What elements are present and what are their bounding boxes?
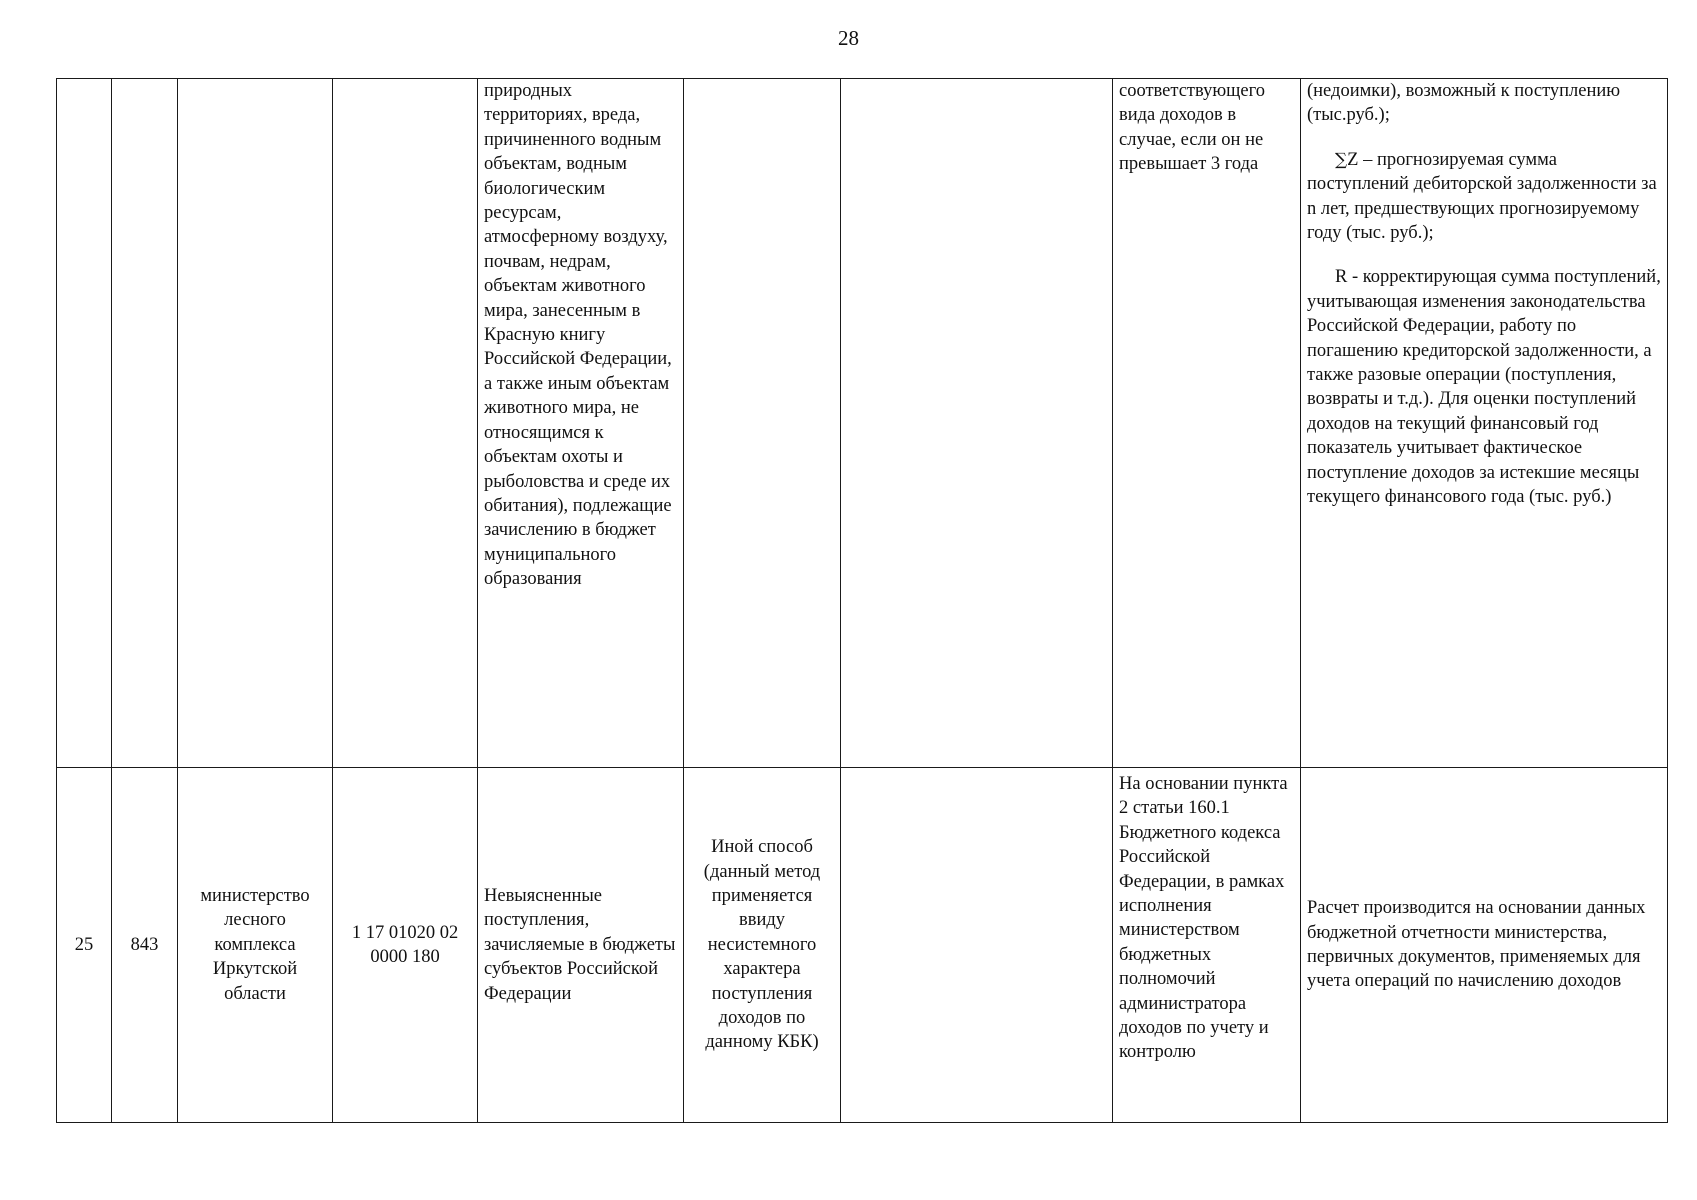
cell-method: Иной способ (данный метод применяется ввиду несистемного характера поступления доходов по данному КБК) (684, 768, 841, 1123)
revenue-methods-table (56, 78, 1668, 1123)
cell-formula-notes (1301, 79, 1668, 768)
cell-number-empty (57, 79, 112, 768)
formula-note-intro: (недоимки), возможный к поступлению (тыс.руб.); (1307, 81, 1621, 126)
cell-revenue-name-continued (478, 79, 684, 768)
cell-administrator-empty (178, 79, 333, 768)
cell-code-empty (112, 79, 178, 768)
period-text: соответствующего вида доходов в случае, если он не превышает 3 года (1119, 81, 1266, 175)
cell-administrator: министерство лесного комплекса Иркутской области (178, 768, 333, 1123)
page-number: 28 (838, 26, 859, 50)
revenue-name-text: природных территориях, вреда, причиненного водным объектам, водным биологическим ресурсам, атмосферному воздуху, почвам, недрам, объектам животного мира, занесенным в Красную книгу Российской Федерации, а также иным объектам животного мира, не относящимся к объектам охоты и рыболовства и среде их обитания), подлежащие зачислению в бюджет муниципального образования (484, 81, 672, 590)
cell-row-number: 25 (57, 768, 112, 1123)
cell-kbk: 1 17 01020 02 0000 180 (333, 768, 478, 1123)
cell-period-continued (1113, 79, 1301, 768)
cell-revenue-name: Невыясненные поступления, зачисляемые в бюджеты субъектов Российской Федерации (478, 768, 684, 1123)
table-row-continuation (57, 79, 1668, 768)
formula-note-z (1307, 148, 1661, 246)
formula-note-z-text: Z – прогнозируемая сумма поступлений дебиторской задолженности за n лет, предшествующих прогнозируемому году (тыс. руб.); (1307, 149, 1657, 244)
formula-note-r: R - корректирующая сумма поступлений, учитывающая изменения законодательства Российской Федерации, работу по погашению кредиторской задолженности, а также разовые операции (поступления, возвраты и т.д.). Для оценки поступлений доходов на текущий финансовый год показатель учитывает фактическое поступление доходов за истекшие месяцы текущего финансового года (тыс. руб.) (1307, 267, 1661, 508)
sigma-symbol: ∑ (1335, 149, 1348, 170)
cell-method-empty (684, 79, 841, 768)
cell-formula-empty (841, 79, 1113, 768)
cell-admin-code: 843 (112, 768, 178, 1123)
cell-kbk-empty (333, 79, 478, 768)
table-row-25 (57, 768, 1668, 1123)
cell-description: Расчет производится на основании данных бюджетной отчетности министерства, первичных документов, применяемых для учета операций по начислению доходов (1301, 768, 1668, 1123)
cell-legal-basis: На основании пункта 2 статьи 160.1 Бюджетного кодекса Российской Федерации, в рамках исполнения министерством бюджетных полномочий администратора доходов по учету и контролю (1113, 768, 1301, 1123)
cell-formula (841, 768, 1113, 1123)
